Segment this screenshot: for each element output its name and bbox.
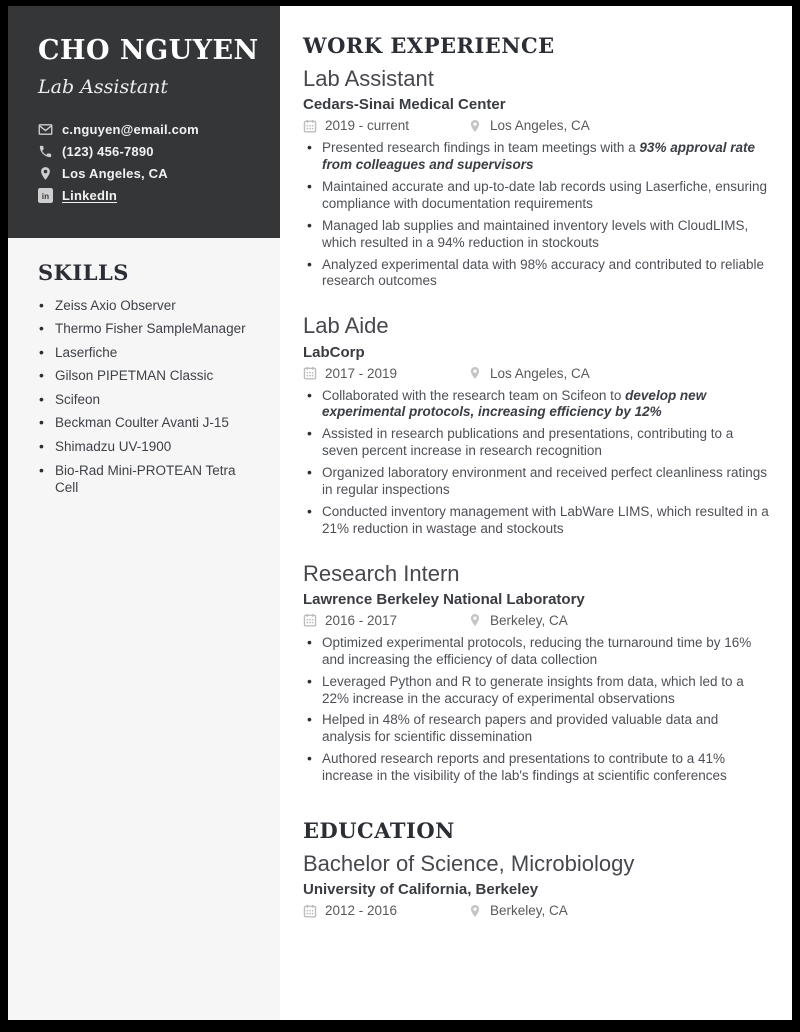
job-entry	[303, 66, 770, 290]
skill-item: • Beckman Coulter Avanti J-15	[38, 414, 258, 432]
job-meta	[303, 366, 770, 381]
job-location: Berkeley, CA	[490, 612, 568, 628]
education-dates: 2012 - 2016	[325, 903, 398, 919]
education-heading: EDUCATION	[303, 817, 455, 843]
skill-item: • Gilson PIPETMAN Classic	[38, 367, 258, 385]
calendar-icon	[303, 119, 317, 133]
main-content	[280, 6, 792, 1020]
location-pin-icon	[468, 119, 482, 133]
job-meta	[303, 118, 770, 133]
company-name: LabCorp	[303, 343, 365, 361]
bullet-item: • Maintained accurate and up-to-date lab records using Laserfiche, ensuring compliance with documentation requirements	[303, 179, 770, 213]
bullet-list	[303, 140, 770, 290]
skills-list	[38, 297, 258, 497]
job-title: Research Intern	[303, 560, 460, 586]
education-meta	[303, 903, 770, 918]
skill-item: • Thermo Fisher SampleManager	[38, 320, 258, 338]
job-entry	[303, 313, 770, 537]
location-pin-icon	[468, 366, 482, 380]
skill-item: • Laserfiche	[38, 344, 258, 362]
calendar-icon	[303, 366, 317, 380]
person-name: CHO NGUYEN	[38, 35, 259, 66]
contact-item	[38, 188, 262, 203]
work-experience-heading: WORK EXPERIENCE	[303, 33, 555, 58]
location-pin-icon	[38, 166, 53, 181]
calendar-icon	[303, 904, 317, 918]
sidebar	[8, 6, 280, 1020]
skill-item: • Bio-Rad Mini-PROTEAN Tetra Cell	[38, 462, 258, 497]
bullet-item: • Presented research findings in team meetings with a 93% approval rate from colleagues and supervisors	[303, 140, 770, 174]
calendar-icon	[303, 613, 317, 627]
location-pin-icon	[468, 613, 482, 627]
job-title: Lab Assistant	[303, 66, 434, 91]
bullet-item: • Analyzed experimental data with 98% accuracy and contributed to reliable research outcomes	[303, 257, 770, 291]
contact-item: (123) 456-7890	[38, 144, 262, 159]
education-entry	[303, 851, 770, 918]
bullet-list	[303, 635, 770, 785]
bullet-item: • Collaborated with the research team on Scifeon to develop new experimental protocols, increasing efficiency by 12%	[303, 388, 770, 422]
skill-item: • Scifeon	[38, 391, 258, 409]
resume-inner	[8, 6, 792, 1020]
bullet-item: • Managed lab supplies and maintained inventory levels with CloudLIMS, which resulted in a 94% reduction in stockouts	[303, 218, 770, 252]
jobs-container	[303, 66, 770, 785]
contact-list	[38, 122, 262, 203]
skills-heading: SKILLS	[38, 259, 129, 285]
job-meta	[303, 613, 770, 628]
bullet-item: • Optimized experimental protocols, reducing the turnaround time by 16% and increasing the efficiency of data collection	[303, 635, 770, 669]
bullet-item: • Leveraged Python and R to generate insights from data, which led to a 22% increase in the accuracy of experimental observations	[303, 674, 770, 708]
phone-icon	[38, 144, 53, 159]
job-location: Los Angeles, CA	[490, 118, 590, 134]
skill-item: • Shimadzu UV-1900	[38, 438, 258, 456]
school-name: University of California, Berkeley	[303, 881, 539, 899]
email-icon	[38, 122, 53, 137]
contact-item: Los Angeles, CA	[38, 166, 262, 181]
job-dates: 2019 - current	[325, 118, 410, 134]
bullet-item: • Assisted in research publications and presentations, contributing to a seven percent increase in research recognition	[303, 426, 770, 460]
job-dates: 2016 - 2017	[325, 612, 398, 628]
bullet-item: • Helped in 48% of research papers and provided valuable data and analysis for scientific dissemination	[303, 712, 770, 746]
job-location: Los Angeles, CA	[490, 365, 590, 381]
bullet-list	[303, 388, 770, 538]
job-title: Lab Aide	[303, 313, 389, 339]
education-location: Berkeley, CA	[490, 903, 568, 919]
bullet-item: • Conducted inventory management with LabWare LIMS, which resulted in a 21% reduction in wastage and stockouts	[303, 504, 770, 538]
svg-text:in: in	[41, 191, 50, 201]
linkedin-icon	[38, 188, 53, 203]
bullet-item: • Organized laboratory environment and received perfect cleanliness ratings in regular inspections	[303, 465, 770, 499]
company-name: Cedars-Sinai Medical Center	[303, 96, 506, 114]
job-entry	[303, 561, 770, 785]
sidebar-skills-section	[8, 238, 280, 503]
sidebar-header	[8, 6, 280, 238]
degree-title: Bachelor of Science, Microbiology	[303, 850, 635, 876]
company-name: Lawrence Berkeley National Laboratory	[303, 590, 585, 608]
job-dates: 2017 - 2019	[325, 365, 398, 381]
person-title: Lab Assistant	[38, 75, 169, 98]
linkedin-link[interactable]: LinkedIn	[62, 187, 118, 203]
contact-item: c.nguyen@email.com	[38, 122, 262, 137]
skill-item: • Zeiss Axio Observer	[38, 297, 258, 315]
location-pin-icon	[468, 904, 482, 918]
bullet-item: • Authored research reports and presentations to contribute to a 41% increase in the visibility of the lab's findings at scientific conferences	[303, 751, 770, 785]
